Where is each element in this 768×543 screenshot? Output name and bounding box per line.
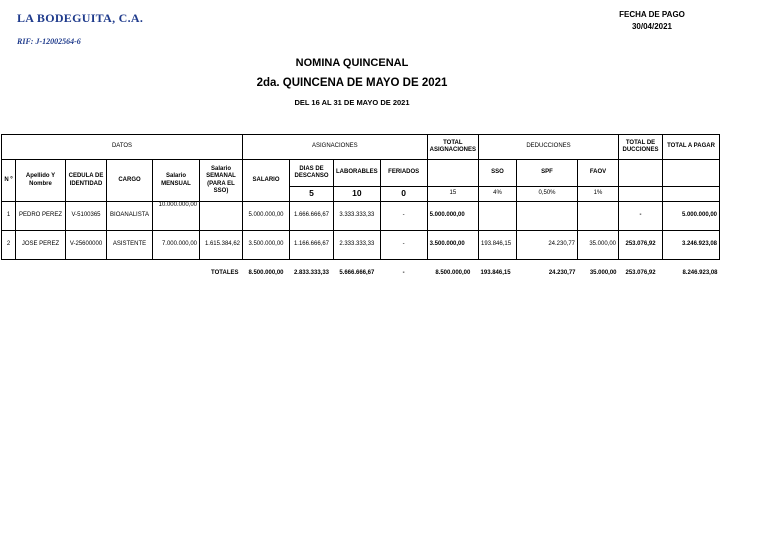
totals-blank-2 xyxy=(16,260,66,289)
company-rif: RIF: J-12002564-6 xyxy=(17,37,81,46)
row-faov xyxy=(578,202,619,231)
row-total-pagar: 5.000.000,00 xyxy=(663,202,720,231)
header-spf: SPF xyxy=(517,160,578,187)
group-total-asignaciones: TOTAL ASIGNACIONES xyxy=(427,135,478,160)
row-salario: 5.000.000,00 xyxy=(243,202,290,231)
totals-sso: 193.846,15 xyxy=(480,270,511,277)
header-cargo: CARGO xyxy=(107,160,153,202)
row-no: 2 xyxy=(2,231,16,260)
totals-blank-1 xyxy=(2,260,16,289)
group-deducciones: DEDUCCIONES xyxy=(479,135,619,160)
param-faov-rate: 1% xyxy=(578,187,619,202)
document-title: NOMINA QUINCENAL xyxy=(295,57,409,69)
row-spf: 24.230,77 xyxy=(517,231,578,260)
row-total-asignaciones: 5.000.000,00 xyxy=(427,202,478,231)
row-total-asignaciones: 3.500.000,00 xyxy=(427,231,478,260)
row-sso: 193.846,15 xyxy=(479,231,517,260)
param-blank-2 xyxy=(663,187,720,202)
row-cedula: V-5100365 xyxy=(66,202,107,231)
totals-total-deducciones: 253.076,92 xyxy=(625,270,656,277)
group-total-pagar: TOTAL A PAGAR xyxy=(663,135,720,160)
header-no: N º xyxy=(2,160,16,202)
totals-laborables: 5.666.666,67 xyxy=(339,270,375,277)
header-nombre: Apellido Y Nombre xyxy=(16,160,66,202)
row-nombre: JOSE PEREZ xyxy=(16,231,66,260)
totals-label: TOTALES xyxy=(211,270,239,277)
header-feriados: FERIADOS xyxy=(380,160,427,187)
group-datos: DATOS xyxy=(2,135,243,160)
header-dias-descanso: DIAS DE DESCANSO xyxy=(290,160,334,187)
row-dias-descanso: 1.166.666,67 xyxy=(290,231,334,260)
totals-spf: 24.230,77 xyxy=(548,270,576,277)
totals-blank-3 xyxy=(66,260,107,289)
totals-dias-descanso: 2.833.333,33 xyxy=(293,270,330,277)
group-total-deducciones: TOTAL DE DUCCIONES xyxy=(619,135,663,160)
row-total-deducciones: - xyxy=(619,202,663,231)
header-salario-mensual: Salario MENSUAL xyxy=(153,160,200,202)
row-spf xyxy=(517,202,578,231)
row-salario-mensual: 10.000.000,00 xyxy=(153,202,200,231)
header-total-asign-blank xyxy=(427,160,478,187)
header-sso: SSO xyxy=(479,160,517,187)
param-days-descanso: 5 xyxy=(290,187,334,202)
totals-feriados: - xyxy=(402,270,405,277)
totals-row xyxy=(2,260,720,289)
row-cargo: BIOANALISTA xyxy=(107,202,153,231)
header-laborables: LABORABLES xyxy=(334,160,381,187)
param-sso-rate: 4% xyxy=(479,187,517,202)
document-subtitle: 2da. QUINCENA DE MAYO DE 2021 xyxy=(256,77,448,89)
row-feriados: - xyxy=(380,202,427,231)
row-feriados: - xyxy=(380,231,427,260)
param-blank-1 xyxy=(619,187,663,202)
group-asignaciones: ASIGNACIONES xyxy=(243,135,428,160)
param-days-feriados: 0 xyxy=(380,187,427,202)
row-cargo: ASISTENTE xyxy=(107,231,153,260)
param-spf-rate: 0,50% xyxy=(517,187,578,202)
row-total-pagar: 3.246.923,08 xyxy=(663,231,720,260)
row-salario: 3.500.000,00 xyxy=(243,231,290,260)
row-cedula: V-25600000 xyxy=(66,231,107,260)
header-faov: FAOV xyxy=(578,160,619,187)
totals-faov: 35.000,00 xyxy=(589,270,617,277)
document-period: DEL 16 AL 31 DE MAYO DE 2021 xyxy=(294,98,410,107)
table-row xyxy=(2,202,720,231)
totals-total-pagar: 8.246.923,08 xyxy=(682,270,718,277)
row-salario-semanal xyxy=(200,202,243,231)
column-header-row xyxy=(2,160,720,187)
header-total-ded-blank xyxy=(619,160,663,187)
row-salario-mensual: 7.000.000,00 xyxy=(153,231,200,260)
payroll-table xyxy=(1,134,720,288)
row-faov: 35.000,00 xyxy=(578,231,619,260)
header-salario: SALARIO xyxy=(243,160,290,202)
row-nombre: PEDRO PEREZ xyxy=(16,202,66,231)
payment-date-value: 30/04/2021 xyxy=(631,22,673,31)
totals-salario: 8.500.000,00 xyxy=(248,270,284,277)
totals-total-asignaciones: 8.500.000,00 xyxy=(435,270,471,277)
param-days-laborables: 10 xyxy=(334,187,381,202)
param-total-days: 15 xyxy=(427,187,478,202)
row-laborables: 3.333.333,33 xyxy=(334,202,381,231)
header-salario-semanal: Salario SEMANAL (PARA EL SSO) xyxy=(200,160,243,202)
row-no: 1 xyxy=(2,202,16,231)
header-total-pagar-blank xyxy=(663,160,720,187)
row-laborables: 2.333.333,33 xyxy=(334,231,381,260)
payment-date xyxy=(600,9,704,33)
header-cedula: CEDULA DE IDENTIDAD xyxy=(66,160,107,202)
group-header-row xyxy=(2,135,720,160)
row-dias-descanso: 1.666.666,67 xyxy=(290,202,334,231)
company-name: LA BODEGUITA, C.A. xyxy=(17,11,144,25)
payment-date-label: FECHA DE PAGO xyxy=(619,10,685,19)
table-row xyxy=(2,231,720,260)
row-sso xyxy=(479,202,517,231)
row-total-deducciones: 253.076,92 xyxy=(619,231,663,260)
totals-blank-4 xyxy=(107,260,153,289)
row-salario-semanal: 1.615.384,62 xyxy=(200,231,243,260)
